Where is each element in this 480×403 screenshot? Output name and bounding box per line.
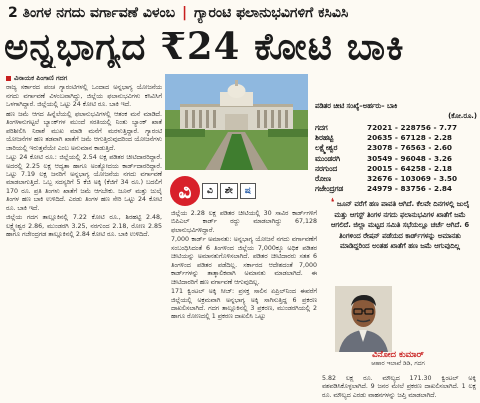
table-cell-values: 72021 - 228756 - 7.77 <box>367 123 458 132</box>
left-paragraph: ಒಟ್ಟು 24 ಕೋಟಿ ರೂ.: ಜಿಲ್ಲೆಯಲ್ಲಿ 2.54 ಲಕ್ಷ ಪಡಿತರ ಚೀಟಿದಾರರಿದ್ದಾರೆ. ಅದರಲ್ಲಿ 2.25 ಲಕ್ಷ ಆದ್ಯತಾ ಹಾಗೂ ಅಂತ್ಯೋದಯ ಕಾರ್ಡ್‌ದಾರರಿದ್ದಾರೆ. ಒಟ್ಟು 7.19 ಲಕ್ಷ ಜನರಿಗೆ ಅನ್ನಭಾಗ್ಯ ಯೋಜನೆಯ ನಗದು ವರ್ಗಾವಣೆ ಮಾಡಲಾಗುತ್ತಿದೆ. ಒಬ್ಬ ಸದಸ್ಯರಿಗೆ 5 ಕೆಜಿ ಅಕ್ಕಿ (ಕೆಜಿಗೆ 34 ರೂ.) ಬದಲಿಗೆ 170 ರೂ. ಪ್ರತಿ ತಿಂಗಳು ಖಾತೆಗೆ ಜಮೆ ಆಗಬೇಕು. ಜೂನ್ ಮತ್ತು ಜುಲೈ ತಿಂಗಳ ಹಣ ಬಾಕಿ ಉಳಿದಿದೆ. ಎರಡು ತಿಂಗಳ ಹಣ ಸೇರಿ ಒಟ್ಟು 24 ಕೋಟಿ ರೂ. ಬಾಕಿ ಇದೆ. <box>6 154 162 212</box>
building-photo-svg <box>165 74 308 170</box>
byline <box>6 74 162 82</box>
quote-mark-icon: ❛ <box>330 196 335 209</box>
vishesha-label <box>170 175 280 207</box>
vishesha-box: ಷ <box>240 183 256 199</box>
official-quote <box>326 198 474 284</box>
table-cell-name: ಗದಗ <box>315 123 328 132</box>
table-row <box>315 123 477 133</box>
table-header <box>315 102 477 111</box>
middle-paragraph: 7,000 ಕಾರ್ಡ್ ಅಮಾನತು: ಅನ್ನಭಾಗ್ಯ ಯೋಜನೆ ನಗದು ವರ್ಗಾವಣೆಗೆ ಸಂಬಂಧಿಸಿದಂತೆ 6 ತಿಂಗಳಿಂದ ಜಿಲ್ಲೆಯ 7,000ಕ್ಕೂ ಅಧಿಕ ಪಡಿತರ ಚೀಟಿಯನ್ನು ಅಮಾನತುಗೊಳಿಸಲಾಗಿದೆ. ಪಡಿತರ ಚೀಟಿದಾರರು ಸತತ 6 ತಿಂಗಳಿಂದ ಪಡಿತರ ಪಡೆದಿಲ್ಲ. ಸರ್ಕಾರದ ಆದೇಶದಂತೆ 7,000 ಕಾರ್ಡ್‌ಗಳನ್ನು ತಾತ್ಕಾಲಿಕವಾಗಿ ಅಮಾನತು ಮಾಡಲಾಗಿದೆ. ಈ ಚೀಟಿದಾರರಿಗೆ ಹಣ ವರ್ಗಾವಣೆ ಆಗುವುದಿಲ್ಲ. <box>171 236 317 286</box>
bottom-right-paragraph: 5.82 ಲಕ್ಷ ರೂ. ಮೌಲ್ಯದ 171.30 ಕ್ವಿಂಟಲ್ ಅಕ್ಕಿ ವಶಪಡಿಸಿಕೊಳ್ಳಲಾಗಿದೆ. 9 ಜನರ ಮೇಲೆ ಪ್ರಕರಣ ದಾಖಲಿಸಲಾಗಿದೆ. 1 ಲಕ್ಷ ರೂ. ಮೌಲ್ಯದ ಎರಡು ವಾಹನಗಳನ್ನು ಜಪ್ತಿ ಮಾಡಲಾಗಿದೆ. <box>322 375 476 399</box>
kicker-separator: | <box>182 5 188 21</box>
table-cell-name: ಲಕ್ಷ್ಮೇಶ್ವರ <box>315 143 338 153</box>
table-cell-name: ಗಜೇಂದ್ರಗಡ <box>315 184 344 194</box>
table-cell-values: 20015 - 64258 - 2.18 <box>367 163 452 173</box>
vishesha-big-letter: ವಿ <box>170 176 200 206</box>
table-cell-name: ರೋಣ <box>315 174 332 184</box>
middle-paragraph: 171 ಕ್ವಿಂಟಲ್ ಅಕ್ಕಿ ಸೀಜ್: ಪ್ರಸಕ್ತ ಸಾಲಿನ ಏಪ್ರಿಲ್‌ನಿಂದ ಈವರೆಗೆ ಜಿಲ್ಲೆಯಲ್ಲಿ ಅಕ್ರಮವಾಗಿ ಅನ್ನಭಾಗ್ಯ ಅಕ್ಕಿ ಸಾಗಿಸುತ್ತಿದ್ದ 6 ಪ್ರಕರಣ ದಾಖಲಿಸಲಾಗಿದೆ. ಗದಗ ತಾಲ್ಲೂಕಿನಲ್ಲಿ 3 ಪ್ರಕರಣ, ಮುಂಡರಗಿಯಲ್ಲಿ 2 ಹಾಗೂ ರೋಣದಲ್ಲಿ 1 ಪ್ರಕರಣ ದಾಖಲಿಸಿ ಒಟ್ಟು <box>171 288 317 321</box>
middle-paragraph: ಜಿಲ್ಲೆಯ 2.28 ಲಕ್ಷ ಪಡಿತರ ಚೀಟಿಯಲ್ಲಿ 30 ಸಾವಿರ ಕಾರ್ಡ್‌ಗಳಿಗೆ ಬಿಪಿಎಲ್ ಕಾರ್ಡ್ ರದ್ದು ಮಾಡಲಾಗಿದ್ದು 67,128 ಫಲಾನುಭವಿಗಳಿದ್ದಾರೆ. <box>171 210 317 234</box>
portrait-svg <box>335 286 392 352</box>
table-row <box>315 154 477 164</box>
table-row <box>315 133 477 143</box>
portrait-photo <box>335 286 392 352</box>
person-name: ವಿನೋದ ಕುಮಾರ್ <box>372 350 424 360</box>
table-header-unit: (ಕೋ.ರೂ.) <box>448 112 477 120</box>
table-cell-values: 30549 - 96048 - 3.26 <box>367 153 452 163</box>
bottom-right-column <box>322 375 476 403</box>
vishesha-box: ವಿ <box>202 183 218 199</box>
person-caption <box>320 350 476 372</box>
table-cell-values: 20635 - 67128 - 2.28 <box>367 133 452 143</box>
left-paragraph: ಜಿಲ್ಲೆಯ ಗದಗ ತಾಲ್ಲೂಕಿನಲ್ಲಿ 7.22 ಕೋಟಿ ರೂ., ಶಿರಹಟ್ಟಿ 2.48, ಲಕ್ಷ್ಮೇಶ್ವರ 2.86, ಮುಂಡರಗಿ 3.25, ನರಗುಂದ 2.18, ರೋಣ 2.85 ಹಾಗೂ ಗಜೇಂದ್ರಗಡ ತಾಲ್ಲೂಕಿನಲ್ಲಿ 2.84 ಕೋಟಿ ರೂ. ಬಾಕಿ ಉಳಿದಿದೆ. <box>6 214 162 239</box>
kicker <box>8 2 474 24</box>
location-pin-icon <box>6 76 11 81</box>
left-column <box>6 74 162 402</box>
table-cell-name: ಮುಂಡರಗಿ <box>315 153 340 163</box>
table-row <box>315 164 477 174</box>
vishesha-box: ಶೇ <box>220 183 238 199</box>
kicker-part1: 2 ತಿಂಗಳ ನಗದು ವರ್ಗಾವಣೆ ವಿಳಂಬ <box>8 5 176 21</box>
table-cell-name: ನರಗುಂದ <box>315 163 338 173</box>
table-row <box>315 184 477 194</box>
headline: ಅನ್ನಭಾಗ್ಯದ ₹24 ಕೋಟಿ ಬಾಕಿ <box>4 24 405 68</box>
kicker-part2: ಗ್ಯಾರಂಟಿ ಫಲಾನುಭವಿಗಳಿಗೆ ಕಸಿವಿಸಿ <box>194 5 349 21</box>
table-row <box>315 174 477 184</box>
table-cell-name: ಶಿರಹಟ್ಟಿ <box>315 133 334 143</box>
quote-text: ಜೂನ್ ವರೆಗೆ ಹಣ ಪಾವತಿ ಆಗಿದೆ. ಕೆಲವೇ ದಿನಗಳಲ್ಲಿ ಜುಲೈ ಮತ್ತು ಆಗಸ್ಟ್ ತಿಂಗಳ ನಗದು ಫಲಾನುಭವಿಗಳ ಖಾತೆಗೆ ಜಮೆ ಆಗಲಿದೆ. ಜಿಲ್ಲಾ ಮಟ್ಟದ ಸಮಿತಿ ಸಭೆಯಲ್ಲೂ ಚರ್ಚೆ ಆಗಿದೆ. 6 ತಿಂಗಳಿಂದ ರೇಷನ್ ಪಡೆಯದ ಕಾರ್ಡ್‌ಗಳನ್ನು ಅಮಾನತು ಮಾಡಿದ್ದರಿಂದ ಅಂತಹ ಖಾತೆಗೆ ಹಣ ಜಮೆ ಆಗುವುದಿಲ್ಲ <box>330 200 470 251</box>
ration-table <box>315 102 477 194</box>
byline-text: ವಿನಾಯಕ ಪಿಂಗಾಣಿ ಗದಗ <box>14 74 68 82</box>
middle-column <box>171 210 317 402</box>
table-header-left: ಪಡಿತರ ಚೀಟಿ ಸಂಖ್ಯೆ–ಅರ್ಹರು– ಬಾಕಿ <box>315 102 398 110</box>
building-photo <box>165 74 308 170</box>
person-role: ಆಹಾರ ಇಲಾಖೆ ಡಿಡಿ, ಗದಗ <box>371 360 425 367</box>
table-cell-values: 32676 - 103069 - 3.50 <box>367 174 458 184</box>
table-cell-values: 23078 - 76563 - 2.60 <box>367 143 452 153</box>
table-cell-values: 24979 - 83756 - 2.84 <box>367 184 452 194</box>
left-paragraph: ಹಣ ಜಮೆ ಆಗದ ಹಿನ್ನೆಲೆಯಲ್ಲಿ ಫಲಾನುಭವಿಗಳಲ್ಲಿ ಆತಂಕ ಮನೆ ಮಾಡಿದೆ. ತಿಂಗಳಾನುಗಟ್ಟಲೆ ಬ್ಯಾಂಕ್‌ಗಳ ಮುಂದೆ ಸರತಿಯಲ್ಲಿ ನಿಂತು ಬ್ಯಾಂಕ್ ಖಾತೆ ಪರಿಶೀಲಿಸಿ ನಿರಾಶೆ ಮುಖ ಮಾಡಿ ಮನೆಗೆ ಮರಳುತ್ತಿದ್ದಾರೆ. ಗ್ಯಾರಂಟಿ ಯೋಜನೆಗಳ ಹಣ ತಡವಾಗಿ ಖಾತೆಗೆ ಜಮೆ ಆಗುತ್ತಿರುವುದರಿಂದ ಯೋಜನೆಗಳು ಜಾರಿಯಲ್ಲಿ ಇರುತ್ತವೆಯೇ ಎಂಬ ಅನುಮಾನ ಕಾಡುತ್ತಿದೆ. <box>6 110 162 152</box>
left-paragraph: ರಾಜ್ಯ ಸರ್ಕಾರದ ಪಂಚ ಗ್ಯಾರಂಟಿಗಳಲ್ಲಿ ಒಂದಾದ ಅನ್ನಭಾಗ್ಯ ಯೋಜನೆಯ ನಗದು ವರ್ಗಾವಣೆ ವಿಳಂಬವಾಗಿದ್ದು, ಜಿಲ್ಲೆಯ ಫಲಾನುಭವಿಗಳು ಕಸಿವಿಸಿಗೆ ಒಳಗಾಗಿದ್ದಾರೆ. ಜಿಲ್ಲೆಯಲ್ಲಿ ಒಟ್ಟು 24 ಕೋಟಿ ರೂ. ಬಾಕಿ ಇದೆ. <box>6 84 162 109</box>
table-row <box>315 143 477 153</box>
